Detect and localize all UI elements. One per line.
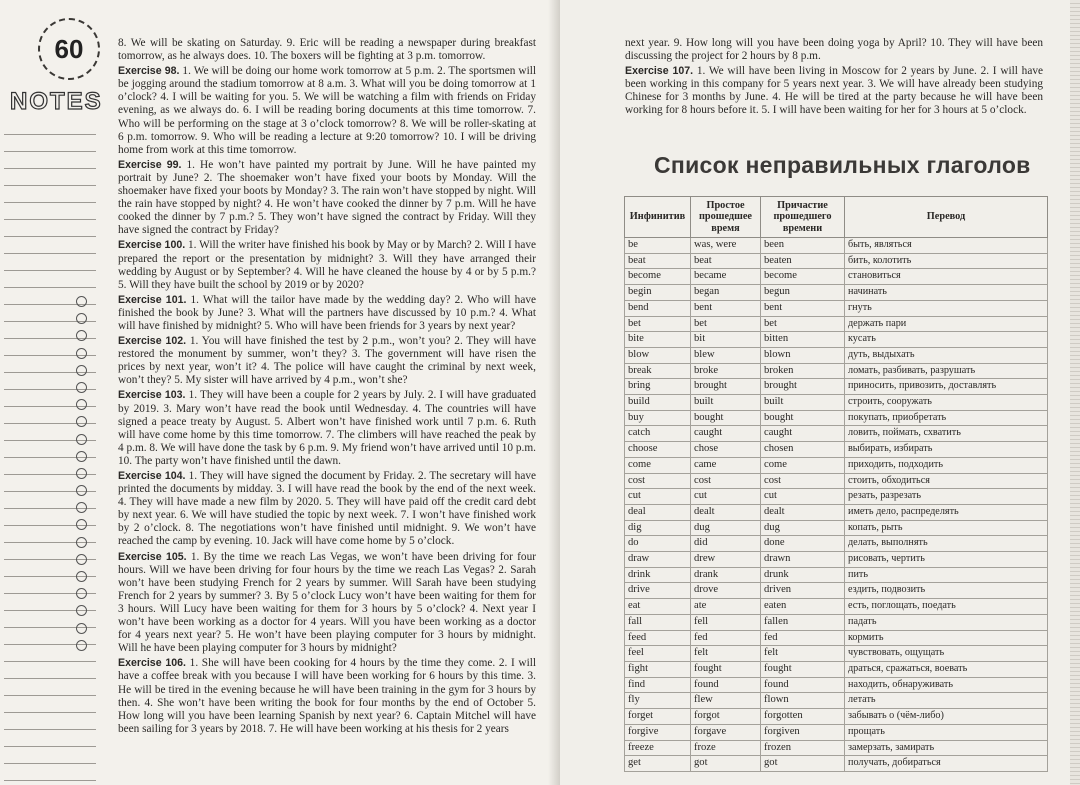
table-row bbox=[625, 520, 1048, 536]
table-row bbox=[625, 756, 1048, 772]
answer-text: 8. We will be skating on Saturday. 9. Eric will be reading a newspaper during breakfast tomorrow, as he always does. 10. The boxers will be fighting at 3 p.m. tomorrow. bbox=[118, 37, 536, 63]
note-line bbox=[4, 696, 96, 713]
binder-ring bbox=[76, 519, 87, 530]
verb-past-participle: brought bbox=[761, 379, 845, 395]
binder-ring bbox=[76, 485, 87, 496]
table-row bbox=[625, 536, 1048, 552]
verb-past-participle: flown bbox=[761, 693, 845, 709]
verb-past-simple: did bbox=[691, 536, 761, 552]
verb-past-simple: cut bbox=[691, 489, 761, 505]
verb-past-simple: drove bbox=[691, 583, 761, 599]
answer-paragraph bbox=[118, 37, 536, 63]
verb-past-participle: broken bbox=[761, 363, 845, 379]
binder-ring bbox=[76, 623, 87, 634]
verb-infinitive: bet bbox=[625, 316, 691, 332]
verb-past-participle: forgotten bbox=[761, 709, 845, 725]
verb-translation: выбирать, избирать bbox=[845, 442, 1048, 458]
note-line bbox=[4, 679, 96, 696]
binder-ring bbox=[76, 605, 87, 616]
table-header-row bbox=[625, 197, 1048, 238]
table-row bbox=[625, 253, 1048, 269]
verb-infinitive: choose bbox=[625, 442, 691, 458]
binder-ring bbox=[76, 399, 87, 410]
verb-infinitive: become bbox=[625, 269, 691, 285]
table-row bbox=[625, 426, 1048, 442]
verb-translation: замерзать, замирать bbox=[845, 740, 1048, 756]
verb-infinitive: break bbox=[625, 363, 691, 379]
verb-past-simple: was, were bbox=[691, 238, 761, 254]
verb-translation: гнуть bbox=[845, 300, 1048, 316]
verb-past-simple: forgot bbox=[691, 709, 761, 725]
verb-infinitive: eat bbox=[625, 599, 691, 615]
verb-past-simple: fell bbox=[691, 614, 761, 630]
verb-translation: чувствовать, ощущать bbox=[845, 646, 1048, 662]
verb-past-participle: blown bbox=[761, 347, 845, 363]
verb-infinitive: be bbox=[625, 238, 691, 254]
table-row bbox=[625, 599, 1048, 615]
verb-past-participle: eaten bbox=[761, 599, 845, 615]
verb-infinitive: fight bbox=[625, 661, 691, 677]
table-row bbox=[625, 379, 1048, 395]
verb-infinitive: feel bbox=[625, 646, 691, 662]
answer-paragraph bbox=[118, 65, 536, 157]
verb-past-participle: bet bbox=[761, 316, 845, 332]
answer-text: 1. You will have finished the test by 2 p.m., won’t you? 2. They will have restored the monument by summer, won’t they? 3. The government will have risen the prices by next year, won’t it? 4. The police will have caught the criminal by next week, won’t they? 5. My sister will have arrived by 4 p.m., won’t she? bbox=[118, 335, 536, 387]
exercise-label: Exercise 104. bbox=[118, 470, 186, 482]
answer-text: 1. They will have been a couple for 2 years by July. 2. I will have graduated by 2019. 3. Mary won’t have read the book until Wednesday. 4. The countries will have signed a peace treaty by August. 5. Albert won’t have finished work until 7 p.m. 6. Ruth will have come home by this time tomorrow. 7. The climbers will have reached the peak by 4 p.m. 8. We will have done the task by 6 p.m. 9. My friend won’t have arrived until 10 p.m. 10. The party won’t have finished until the dawn. bbox=[118, 389, 537, 467]
verb-past-participle: fallen bbox=[761, 614, 845, 630]
verb-past-participle: cut bbox=[761, 489, 845, 505]
verb-infinitive: deal bbox=[625, 504, 691, 520]
verb-translation: дуть, выдыхать bbox=[845, 347, 1048, 363]
verb-past-participle: got bbox=[761, 756, 845, 772]
verb-past-participle: felt bbox=[761, 646, 845, 662]
table-row bbox=[625, 347, 1048, 363]
answer-paragraph bbox=[625, 37, 1043, 63]
verb-past-participle: built bbox=[761, 395, 845, 411]
section-title: Список неправильных глаголов bbox=[654, 152, 1031, 178]
notes-margin bbox=[0, 0, 108, 785]
verb-past-simple: bet bbox=[691, 316, 761, 332]
page-edges bbox=[1070, 0, 1080, 785]
answer-text: next year. 9. How long will you have been doing yoga by April? 10. They will have been discussing the project for 2 hours by 8 p.m. bbox=[625, 37, 1043, 63]
verb-infinitive: do bbox=[625, 536, 691, 552]
verb-past-simple: became bbox=[691, 269, 761, 285]
exercise-label: Exercise 107. bbox=[625, 65, 694, 78]
answer-paragraph bbox=[118, 389, 536, 468]
verb-past-simple: got bbox=[691, 756, 761, 772]
answer-text: 1. We will be doing our home work tomorrow at 5 p.m. 2. The sportsmen will be jogging around the stadium tomorrow at 8 a.m. 3. What will you be doing tomorrow at 1 o’clock? 4. I will be waiting for you. 5. We will be watching a film with friends on Friday evening, as we always do. 6. I will be reading boring documents at this time tomorrow. 7. Who will be performing on the stage at 3 o’clock tomorrow? 8. We will be roller-skating at 6 p.m. tomorrow. 9. Who will be reading a lecture at 9:20 tomorrow? 10. I will be driving home from work at this time tomorrow. bbox=[118, 65, 536, 156]
note-line bbox=[4, 747, 96, 764]
verb-past-simple: bent bbox=[691, 300, 761, 316]
verb-past-participle: chosen bbox=[761, 442, 845, 458]
verb-past-simple: beat bbox=[691, 253, 761, 269]
binder-ring bbox=[76, 468, 87, 479]
verb-past-participle: frozen bbox=[761, 740, 845, 756]
table-row bbox=[625, 395, 1048, 411]
verb-past-participle: drawn bbox=[761, 552, 845, 568]
verb-translation: ломать, разбивать, разрушать bbox=[845, 363, 1048, 379]
verb-infinitive: bite bbox=[625, 332, 691, 348]
verb-infinitive: fall bbox=[625, 614, 691, 630]
verb-translation: начинать bbox=[845, 285, 1048, 301]
table-row bbox=[625, 583, 1048, 599]
verb-past-simple: ate bbox=[691, 599, 761, 615]
exercise-label: Exercise 99. bbox=[118, 158, 182, 171]
verb-infinitive: dig bbox=[625, 520, 691, 536]
verb-translation: иметь дело, распределять bbox=[845, 504, 1048, 520]
note-line bbox=[4, 730, 96, 747]
verb-past-participle: drunk bbox=[761, 567, 845, 583]
verb-infinitive: beat bbox=[625, 253, 691, 269]
verb-translation: ловить, поймать, схватить bbox=[845, 426, 1048, 442]
verb-translation: кусать bbox=[845, 332, 1048, 348]
verb-translation: бить, колотить bbox=[845, 253, 1048, 269]
table-row bbox=[625, 238, 1048, 254]
verb-past-participle: become bbox=[761, 269, 845, 285]
verb-past-simple: came bbox=[691, 457, 761, 473]
note-line bbox=[4, 135, 96, 152]
note-line bbox=[4, 169, 96, 186]
verb-infinitive: buy bbox=[625, 410, 691, 426]
verb-translation: прощать bbox=[845, 724, 1048, 740]
verb-past-participle: dealt bbox=[761, 504, 845, 520]
verb-translation: держать пари bbox=[845, 316, 1048, 332]
table-row bbox=[625, 677, 1048, 693]
note-line bbox=[4, 764, 96, 781]
exercise-label: Exercise 105. bbox=[118, 550, 187, 563]
table-row bbox=[625, 332, 1048, 348]
answer-paragraph bbox=[118, 159, 536, 238]
verb-past-participle: forgiven bbox=[761, 724, 845, 740]
table-row bbox=[625, 740, 1048, 756]
verb-translation: получать, добираться bbox=[845, 756, 1048, 772]
verb-past-participle: been bbox=[761, 238, 845, 254]
verb-past-simple: bought bbox=[691, 410, 761, 426]
note-line bbox=[4, 152, 96, 169]
verb-translation: приходить, подходить bbox=[845, 457, 1048, 473]
answer-paragraph bbox=[118, 470, 536, 549]
binder-ring bbox=[76, 554, 87, 565]
answer-text: 1. By the time we reach Las Vegas, we won’t have been driving for four hours. Will we have been driving for four hours by the time we reach Las Vegas? 2. Sarah won’t have been studying French for 2 years by summer. Will Sarah have been studying French for 2 years by summer? 3. By 5 o’clock Lucy won’t have been waiting for them for 3 hours. Will Lucy have been waiting for them for 3 hours by 5 o’clock? 4. Next year I won’t have been working as a doctor for 4 years. Will you have been working as a doctor for 4 years next year? 5. He won’t have been playing computer for 3 hours by midnight. Will he have been playing computer for 3 hours by midnight? bbox=[118, 550, 536, 655]
verb-translation: ездить, подвозить bbox=[845, 583, 1048, 599]
table-row bbox=[625, 457, 1048, 473]
verb-past-participle: beaten bbox=[761, 253, 845, 269]
table-row bbox=[625, 316, 1048, 332]
verb-past-participle: begun bbox=[761, 285, 845, 301]
page-number: 60 bbox=[38, 18, 100, 80]
binder-ring bbox=[76, 571, 87, 582]
verb-past-simple: found bbox=[691, 677, 761, 693]
verb-past-simple: caught bbox=[691, 426, 761, 442]
table-row bbox=[625, 567, 1048, 583]
binder-ring bbox=[76, 588, 87, 599]
table-row bbox=[625, 646, 1048, 662]
verb-translation: забывать о (чём-либо) bbox=[845, 709, 1048, 725]
answer-paragraph bbox=[625, 65, 1043, 117]
verb-past-simple: dealt bbox=[691, 504, 761, 520]
verb-infinitive: feed bbox=[625, 630, 691, 646]
answer-text: 1. We will have been living in Moscow for 2 years by June. 2. I will have been working in this company for 5 years next year. 3. We will have already been studying Chinese for 3 months by June. 4. He will be tired at the party because he will have been working for 8 hours before it. 5. I will have been waiting for her for 3 hours at 5 o’clock. bbox=[625, 65, 1043, 117]
table-row bbox=[625, 552, 1048, 568]
verb-infinitive: cut bbox=[625, 489, 691, 505]
table-row bbox=[625, 363, 1048, 379]
binder-ring bbox=[76, 451, 87, 462]
answer-paragraph bbox=[118, 335, 536, 387]
binder-ring bbox=[76, 416, 87, 427]
verb-past-simple: broke bbox=[691, 363, 761, 379]
verb-past-participle: fed bbox=[761, 630, 845, 646]
verb-past-simple: drew bbox=[691, 552, 761, 568]
verb-past-participle: bought bbox=[761, 410, 845, 426]
answer-text: 1. What will the tailor have made by the wedding day? 2. Who will have finished the book by June? 3. What will the partners have discussed by 10 p.m.? 4. What will have finished by midnight? 5. Who will have been friends for 3 years by next year? bbox=[118, 293, 536, 332]
note-line bbox=[4, 662, 96, 679]
verb-past-simple: brought bbox=[691, 379, 761, 395]
verb-translation: рисовать, чертить bbox=[845, 552, 1048, 568]
binder-ring bbox=[76, 313, 87, 324]
table-row bbox=[625, 630, 1048, 646]
verb-translation: приносить, привозить, доставлять bbox=[845, 379, 1048, 395]
answer-paragraph bbox=[118, 294, 536, 333]
verb-past-participle: dug bbox=[761, 520, 845, 536]
verb-infinitive: catch bbox=[625, 426, 691, 442]
table-row bbox=[625, 693, 1048, 709]
verb-infinitive: draw bbox=[625, 552, 691, 568]
binder-ring bbox=[76, 296, 87, 307]
table-row bbox=[625, 300, 1048, 316]
verb-past-simple: built bbox=[691, 395, 761, 411]
verb-translation: копать, рыть bbox=[845, 520, 1048, 536]
binder-ring bbox=[76, 640, 87, 651]
table-row bbox=[625, 709, 1048, 725]
note-line bbox=[4, 713, 96, 730]
verb-past-simple: dug bbox=[691, 520, 761, 536]
irregular-verbs-table bbox=[624, 196, 1048, 772]
verb-infinitive: bend bbox=[625, 300, 691, 316]
verb-translation: летать bbox=[845, 693, 1048, 709]
verb-past-simple: bit bbox=[691, 332, 761, 348]
binder-ring bbox=[76, 330, 87, 341]
verb-past-simple: chose bbox=[691, 442, 761, 458]
verb-infinitive: freeze bbox=[625, 740, 691, 756]
verb-past-participle: bitten bbox=[761, 332, 845, 348]
answer-text: 1. He won’t have painted my portrait by June. Will he have painted my portrait by June? 2. The shoemaker won’t have fixed your boots by Monday. Will the shoemaker have fixed your boots by Monday? 3. The rain won’t have stopped by night. Will the rain have stopped by night? 4. He won’t have cooked the dinner by 7 p.m. Will he have cooked the dinner by 7 p.m.? 5. They won’t have signed the contract by Friday. Will they have signed the contract by Friday? bbox=[118, 158, 536, 237]
verb-translation: быть, являться bbox=[845, 238, 1048, 254]
exercise-label: Exercise 100. bbox=[118, 239, 186, 252]
verb-past-simple: blew bbox=[691, 347, 761, 363]
note-line bbox=[4, 186, 96, 203]
note-line bbox=[4, 254, 96, 271]
verb-infinitive: forget bbox=[625, 709, 691, 725]
table-row bbox=[625, 724, 1048, 740]
verb-past-simple: froze bbox=[691, 740, 761, 756]
table-row bbox=[625, 473, 1048, 489]
answer-paragraph bbox=[118, 239, 536, 291]
verb-past-simple: fed bbox=[691, 630, 761, 646]
verb-translation: строить, сооружать bbox=[845, 395, 1048, 411]
verb-translation: есть, поглощать, поедать bbox=[845, 599, 1048, 615]
binder-ring bbox=[76, 382, 87, 393]
binder-ring bbox=[76, 434, 87, 445]
verb-translation: драться, сражаться, воевать bbox=[845, 661, 1048, 677]
verb-infinitive: cost bbox=[625, 473, 691, 489]
verb-past-simple: cost bbox=[691, 473, 761, 489]
note-line bbox=[4, 237, 96, 254]
verb-translation: падать bbox=[845, 614, 1048, 630]
verb-infinitive: get bbox=[625, 756, 691, 772]
verb-infinitive: bring bbox=[625, 379, 691, 395]
table-row bbox=[625, 269, 1048, 285]
verb-past-simple: felt bbox=[691, 646, 761, 662]
header-past-participle: Причастие прошедшего времени bbox=[761, 197, 845, 238]
answer-key-text-left bbox=[118, 37, 536, 738]
verb-past-participle: done bbox=[761, 536, 845, 552]
binder-ring bbox=[76, 365, 87, 376]
exercise-label: Exercise 98. bbox=[118, 65, 180, 78]
verb-past-simple: drank bbox=[691, 567, 761, 583]
verb-infinitive: drink bbox=[625, 567, 691, 583]
verb-infinitive: forgive bbox=[625, 724, 691, 740]
table-row bbox=[625, 614, 1048, 630]
note-line bbox=[4, 781, 96, 785]
note-line bbox=[4, 118, 96, 135]
verb-past-simple: forgave bbox=[691, 724, 761, 740]
table-row bbox=[625, 661, 1048, 677]
verb-infinitive: blow bbox=[625, 347, 691, 363]
verb-translation: находить, обнаруживать bbox=[845, 677, 1048, 693]
verb-infinitive: begin bbox=[625, 285, 691, 301]
table-row bbox=[625, 442, 1048, 458]
verb-past-simple: fought bbox=[691, 661, 761, 677]
note-line bbox=[4, 203, 96, 220]
binder-ring bbox=[76, 537, 87, 548]
verb-translation: резать, разрезать bbox=[845, 489, 1048, 505]
verb-infinitive: fly bbox=[625, 693, 691, 709]
exercise-label: Exercise 101. bbox=[118, 293, 187, 306]
exercise-label: Exercise 106. bbox=[118, 657, 186, 670]
header-past-simple: Простое прошедшее время bbox=[691, 197, 761, 238]
exercise-label: Exercise 102. bbox=[118, 335, 187, 348]
table-row bbox=[625, 410, 1048, 426]
answer-text: 1. Will the writer have finished his book by May or by March? 2. Will I have prepared the report or the presentation by midnight? 3. Will they have arranged their wedding by August or by September? 4. Will he have cleaned the house by 4 or by 5 p.m.? 5. Will they have built the school by 2019 or by 2020? bbox=[118, 239, 536, 291]
verb-past-participle: fought bbox=[761, 661, 845, 677]
verb-past-participle: caught bbox=[761, 426, 845, 442]
header-infinitive: Инфинитив bbox=[625, 197, 691, 238]
answer-paragraph bbox=[118, 657, 536, 736]
verb-past-participle: come bbox=[761, 457, 845, 473]
note-line bbox=[4, 220, 96, 237]
binder-ring bbox=[76, 502, 87, 513]
verb-past-participle: driven bbox=[761, 583, 845, 599]
verb-infinitive: drive bbox=[625, 583, 691, 599]
verb-translation: делать, выполнять bbox=[845, 536, 1048, 552]
answer-text: 1. She will have been cooking for 4 hours by the time they come. 2. I will have a coffee break with you because I will have been working for 6 hours by this time. 3. He will be tired in the evening because he will have been training in the gym for 3 hours by then. 4. She won’t have been writing the book for four months by the end of October 5. How long will you have been learning Spanish by next year? 6. Captain Mitchel will have been sailing for 3 years by 2018. 7. He will have been working at his thesis for 2 years bbox=[118, 657, 536, 735]
verb-translation: кормить bbox=[845, 630, 1048, 646]
answer-key-text-right bbox=[625, 37, 1043, 120]
verb-infinitive: find bbox=[625, 677, 691, 693]
answer-paragraph bbox=[118, 551, 536, 656]
notes-label: NOTES bbox=[10, 88, 103, 115]
header-translation: Перевод bbox=[845, 197, 1048, 238]
verb-past-participle: found bbox=[761, 677, 845, 693]
verb-translation: покупать, приобретать bbox=[845, 410, 1048, 426]
verb-translation: становиться bbox=[845, 269, 1048, 285]
binder-ring bbox=[76, 348, 87, 359]
binder-rings bbox=[74, 296, 94, 657]
table-row bbox=[625, 489, 1048, 505]
verb-infinitive: build bbox=[625, 395, 691, 411]
verb-past-participle: cost bbox=[761, 473, 845, 489]
verb-translation: пить bbox=[845, 567, 1048, 583]
verb-past-simple: flew bbox=[691, 693, 761, 709]
note-line bbox=[4, 271, 96, 288]
table-row bbox=[625, 285, 1048, 301]
verb-past-participle: bent bbox=[761, 300, 845, 316]
table-row bbox=[625, 504, 1048, 520]
verb-infinitive: come bbox=[625, 457, 691, 473]
verb-past-simple: began bbox=[691, 285, 761, 301]
answer-text: 1. They will have signed the document by Friday. 2. The secretary will have printed the documents by midday. 3. I will have read the book by the end of the next week. 4. They will have made a new film by 2020. 5. They will have paid off the credit card debt by next year. 6. We will have studied the topic by next week. 7. I won’t have finished work by 2 o’clock. 8. The negotiations won’t have finished until midnight. 9. We won’t have reached the camp by evening. 10. Jack will have come home by 5 o’clock. bbox=[118, 470, 536, 548]
verb-translation: стоить, обходиться bbox=[845, 473, 1048, 489]
exercise-label: Exercise 103. bbox=[118, 389, 186, 402]
